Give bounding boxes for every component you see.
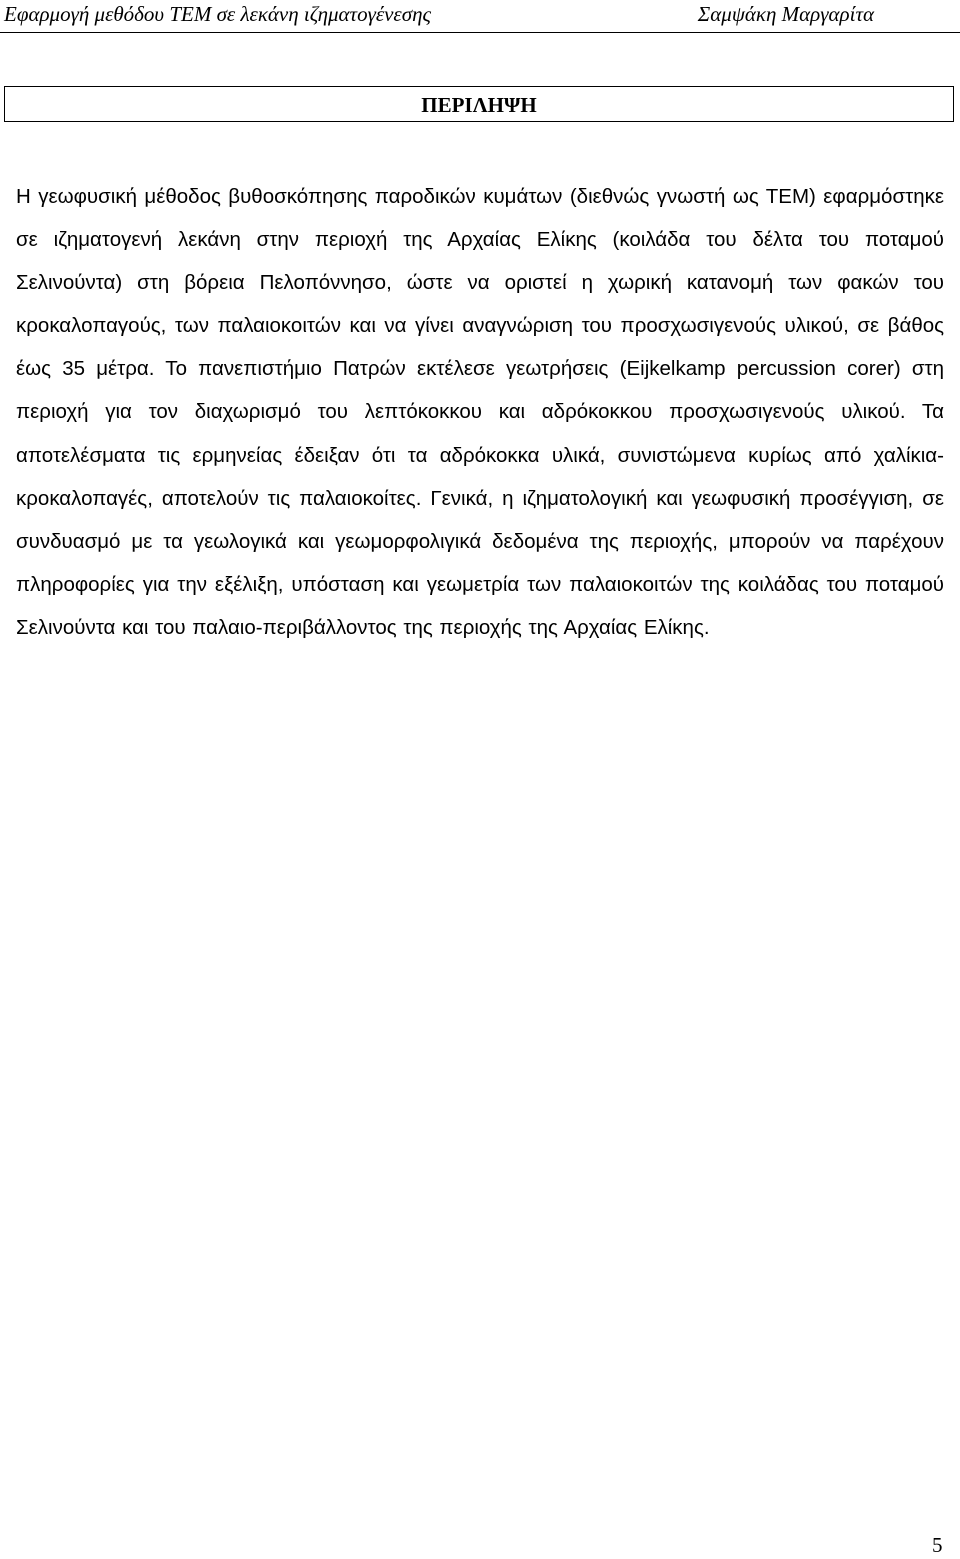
section-title: ΠΕΡΙΛΗΨΗ (4, 86, 954, 122)
header-document-title: Εφαρμογή μεθόδου TEM σε λεκάνη ιζηματογένεσης (4, 2, 432, 26)
page-header (0, 0, 960, 33)
header-author: Σαμψάκη Μαργαρίτα (697, 2, 874, 26)
page-number: 5 (932, 1533, 943, 1557)
abstract-paragraph: Η γεωφυσική μέθοδος βυθοσκόπησης παροδικών κυμάτων (διεθνώς γνωστή ως ΤΕΜ) εφαρμόστηκε σε ιζηματογενή λεκάνη στην περιοχή της Αρχαίας Ελίκης (κοιλάδα του δέλτα του ποταμού Σελινούντα) στη βόρεια Πελοπόννησο, ώστε να οριστεί η χωρική κατανομή των φακών του κροκαλοπαγούς, των παλαιοκοιτών και να γίνει αναγνώριση του προσχωσιγενούς υλικού, σε βάθος έως 35 μέτρα. Το πανεπιστήμιο Πατρών εκτέλεσε γεωτρήσεις (Eijkelkamp percussion corer) στη περιοχή για τον διαχωρισμό του λεπτόκοκκου και αδρόκοκκου προσχωσιγενούς υλικού. Τα αποτελέσματα τις ερμηνείας έδειξαν ότι τα αδρόκοκκα υλικά, συνιστώμενα κυρίως από χαλίκια-κροκαλοπαγές, αποτελούν τις παλαιοκοίτες. Γενικά, η ιζηματολογική και γεωφυσική προσέγγιση, σε συνδυασμό με τα γεωλογικά και γεωμορφολιγικά δεδομένα της περιοχής, μπορούν να παρέχουν πληροφορίες για την εξέλιξη, υπόσταση και γεωμετρία των παλαιοκοιτών της κοιλάδας του ποταμού Σελινούντα και του παλαιο-περιβάλλοντος της περιοχής της Αρχαίας Ελίκης. (16, 185, 944, 639)
